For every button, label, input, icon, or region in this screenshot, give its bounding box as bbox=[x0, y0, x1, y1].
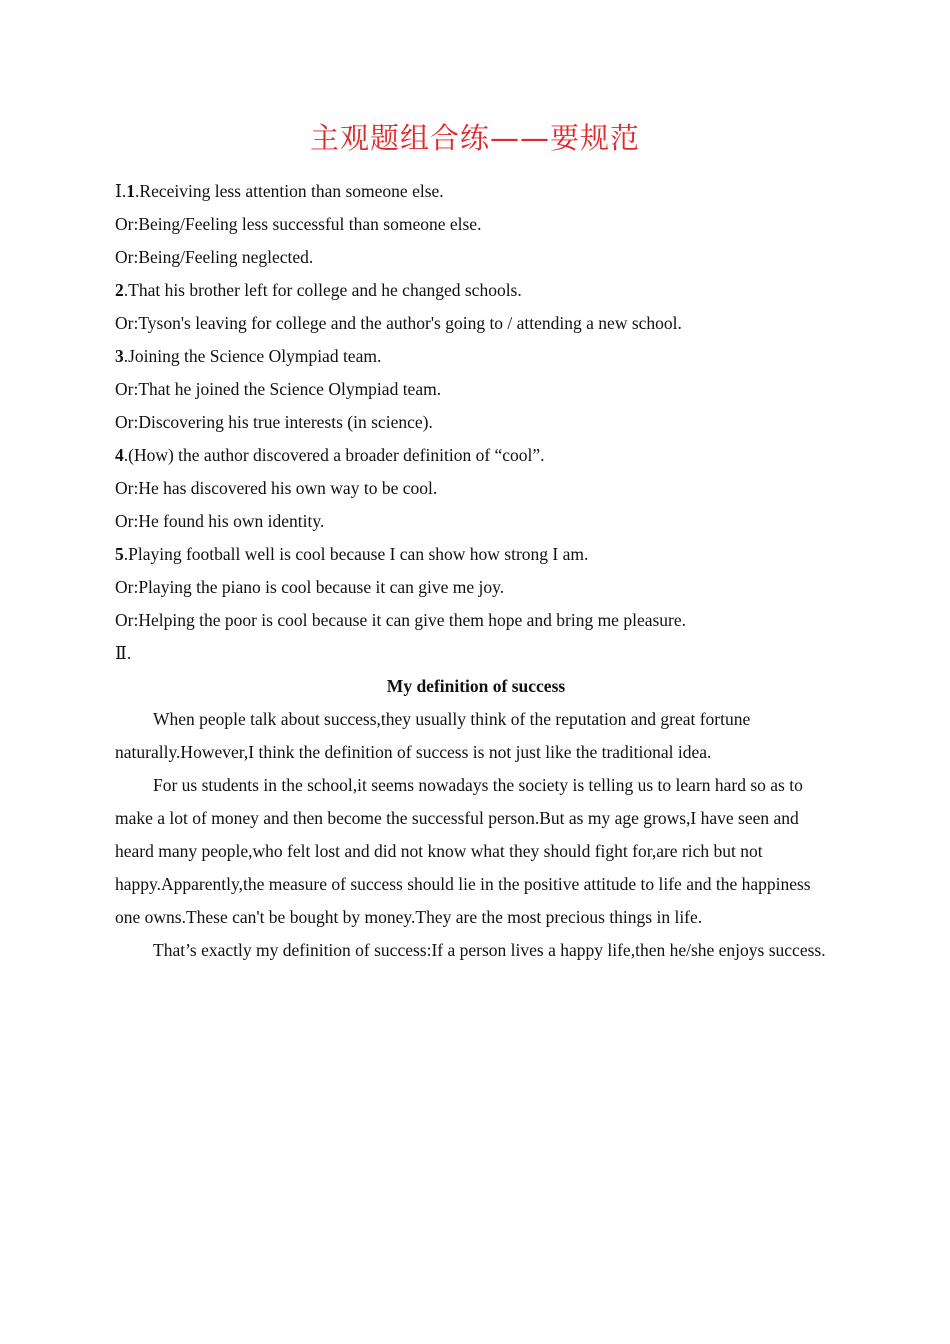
answer-item-2 bbox=[115, 274, 837, 307]
alternative-answer: Or:Tyson's leaving for college and the author's going to / attending a new school. bbox=[115, 313, 682, 333]
alternative-answer: Or:Helping the poor is cool because it can give them hope and bring me pleasure. bbox=[115, 610, 687, 630]
item-number: 5 bbox=[115, 544, 124, 564]
essay-paragraph: That’s exactly my definition of success:If a person lives a happy life,then he/she enjoys success. bbox=[153, 940, 826, 960]
essay-title: My definition of success bbox=[386, 676, 566, 696]
section-1-marker: Ⅰ. bbox=[115, 181, 127, 201]
item-number: 1 bbox=[126, 181, 136, 201]
alternative-answer: Or:He has discovered his own way to be cool. bbox=[115, 478, 438, 498]
item-answer: .Receiving less attention than someone else. bbox=[135, 181, 444, 201]
alternative-answer: Or:He found his own identity. bbox=[115, 511, 325, 531]
answer-item-4 bbox=[115, 439, 837, 472]
answer-item-3 bbox=[115, 340, 837, 373]
item-number: 2 bbox=[115, 280, 124, 300]
alternative-answer: Or:Being/Feeling neglected. bbox=[115, 247, 314, 267]
alternative-answer: Or:Discovering his true interests (in science). bbox=[115, 412, 433, 432]
answer-item-1 bbox=[115, 175, 837, 208]
section-2-marker: Ⅱ. bbox=[115, 643, 132, 663]
page-title: 主观题组合练——要规范 bbox=[309, 121, 640, 155]
item-answer: .Joining the Science Olympiad team. bbox=[123, 346, 382, 366]
answer-item-5 bbox=[115, 538, 837, 571]
alternative-answer: Or:That he joined the Science Olympiad team. bbox=[115, 379, 442, 399]
alternative-answer: Or:Being/Feeling less successful than someone else. bbox=[115, 214, 482, 234]
item-answer: .(How) the author discovered a broader definition of “cool”. bbox=[123, 445, 545, 465]
item-number: 3 bbox=[115, 346, 124, 366]
item-answer: .That his brother left for college and he changed schools. bbox=[123, 280, 522, 300]
alternative-answer: Or:Playing the piano is cool because it can give me joy. bbox=[115, 577, 505, 597]
item-number: 4 bbox=[115, 445, 124, 465]
item-answer: .Playing football well is cool because I can show how strong I am. bbox=[123, 544, 589, 564]
answer-content bbox=[115, 175, 837, 967]
essay-paragraph: For us students in the school,it seems nowadays the society is telling us to learn hard so as to make a lot of money and then become the successful person.But as my age grows,I have seen and heard many people,who felt lost and did not know what they should fight for,are rich but not happy.Apparently,the measure of success should lie in the positive attitude to life and the happiness one owns.These can't be bought by money.They are the most precious things in life. bbox=[115, 775, 811, 927]
essay-paragraph: When people talk about success,they usually think of the reputation and great fortune naturally.However,I think the definition of success is not just like the traditional idea. bbox=[115, 709, 751, 762]
